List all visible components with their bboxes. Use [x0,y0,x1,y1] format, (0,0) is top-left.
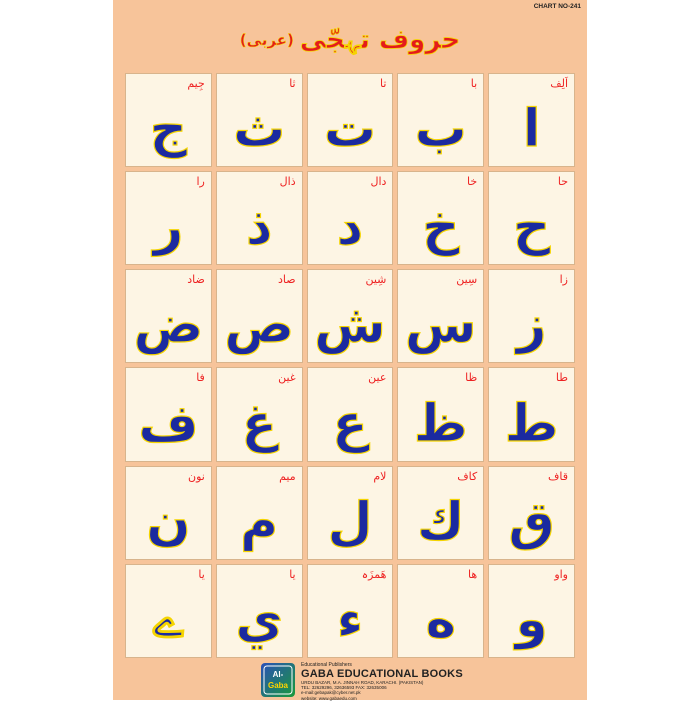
letter-glyph: ء [336,589,364,650]
letter-name: صاد [278,273,296,287]
letter-card-qaf [488,466,575,560]
letter-glyph: ے [153,589,184,650]
publisher-address: URDU BAZAR, M.A. JINNAH ROAD, KARACHI. (PAKISTAN) [301,680,424,685]
letter-glyph: ذ [245,197,273,258]
letter-name: حا [557,175,568,189]
publisher-website: website: www.gabaedu.com [301,695,357,701]
letter-name: سِین [456,273,478,287]
letter-glyph: غ [241,393,277,454]
letter-glyph: س [404,295,477,356]
letter-card-ghain [216,367,303,461]
letter-card-dal [307,171,394,265]
letter-card-ya [216,564,303,658]
letter-glyph: ج [149,99,188,160]
publisher-footer [113,660,587,700]
letter-name: اَلِف [550,77,568,90]
letter-glyph: ز [516,295,547,356]
letter-glyph: ر [153,197,184,258]
letter-card-kaf [397,466,484,560]
letter-name: لام [373,469,387,483]
letter-card-sin [397,269,484,363]
letter-card-jim [125,73,212,167]
letter-card-shin [307,269,394,363]
publisher-email: e-mail:gebapak@cyber.net.pk [301,690,361,696]
letter-name: ذال [279,175,296,189]
letter-name: ثا [289,77,296,90]
letter-name: ھَمزَہ [361,567,387,581]
letter-card-ain [307,367,394,461]
letter-glyph: ت [323,99,377,160]
letter-name: یا [198,567,205,581]
publisher-info [301,662,501,701]
letter-glyph: ه [425,589,457,650]
letter-name: غین [278,371,296,385]
publisher-tel: TEL: 32629296, 32636593 FAX: 32635006 [301,685,387,691]
publisher-name: GABA EDUCATIONAL BOOKS [301,668,463,680]
letter-card-ta [307,73,394,167]
gaba-logo-icon [261,663,295,697]
letter-name: ضاد [187,273,205,287]
letter-name: نون [187,469,205,483]
letter-name: میم [279,469,296,483]
title-main: حروف تہجّی [299,25,461,55]
letter-glyph: م [240,491,279,552]
gaba-logo-graphic [263,665,293,695]
letter-name: واو [554,567,568,581]
letter-glyph: ش [314,295,386,356]
letter-name: عین [368,371,387,385]
letter-name: جِیم [187,77,205,90]
letter-name: را [196,175,205,189]
letter-card-ya-barree [125,564,212,658]
letter-glyph: ض [133,295,204,356]
letter-name: قاف [547,469,568,483]
letter-glyph: ث [233,99,286,160]
letter-name: کاف [457,469,478,483]
letter-glyph: ن [146,491,191,552]
letter-card-dad [125,269,212,363]
letter-name: با [470,77,478,90]
letter-glyph: د [336,197,364,258]
letter-name: شِین [365,273,387,287]
letter-glyph: ي [235,589,284,650]
letter-card-lam [307,466,394,560]
letter-name: ظا [465,371,478,385]
letter-glyph: و [515,589,548,650]
letter-glyph: ا [522,99,541,160]
publisher-label: Educational Publishers [301,662,352,668]
letter-card-mim [216,466,303,560]
letter-glyph: خ [422,197,460,258]
letter-card-ra [125,171,212,265]
letter-name: خا [467,175,478,189]
letter-glyph: ظ [413,393,468,454]
letter-card-fa [125,367,212,461]
chart-title [113,20,587,60]
chart-number: CHART NO-241 [533,3,581,10]
letter-card-alif [488,73,575,167]
alphabet-chart [113,0,587,700]
letter-glyph: ط [504,393,559,454]
letter-card-dhal [216,171,303,265]
letter-glyph: ك [416,491,465,552]
letter-card-tha [216,73,303,167]
svg-text:Gaba: Gaba [267,681,289,690]
letter-card-zza [397,367,484,461]
letter-card-waw [488,564,575,658]
letter-glyph: ق [508,491,555,552]
letter-glyph: ب [414,99,467,160]
letter-card-sad [216,269,303,363]
letter-glyph: ف [138,393,199,454]
svg-text:Al-: Al- [272,670,284,679]
letter-card-kha [397,171,484,265]
letter-glyph: ص [224,295,295,356]
letter-glyph: ح [512,197,551,258]
letter-name: طا [555,371,568,385]
letter-card-nun [125,466,212,560]
letter-card-hamza [307,564,394,658]
letter-card-ha-round [397,564,484,658]
letter-card-za [488,269,575,363]
title-sub: (عربی) [239,31,294,49]
letter-name: فا [196,371,205,385]
letter-glyph: ع [332,393,368,454]
letter-grid [125,73,575,658]
letter-name: تا [379,77,387,90]
letter-card-tta [488,367,575,461]
letter-card-ba [397,73,484,167]
letter-name: ھا [468,567,478,581]
letter-glyph: ل [327,491,373,552]
letter-name: دال [370,175,387,189]
letter-name: یا [289,567,296,581]
letter-name: زا [559,273,568,287]
letter-card-ha [488,171,575,265]
